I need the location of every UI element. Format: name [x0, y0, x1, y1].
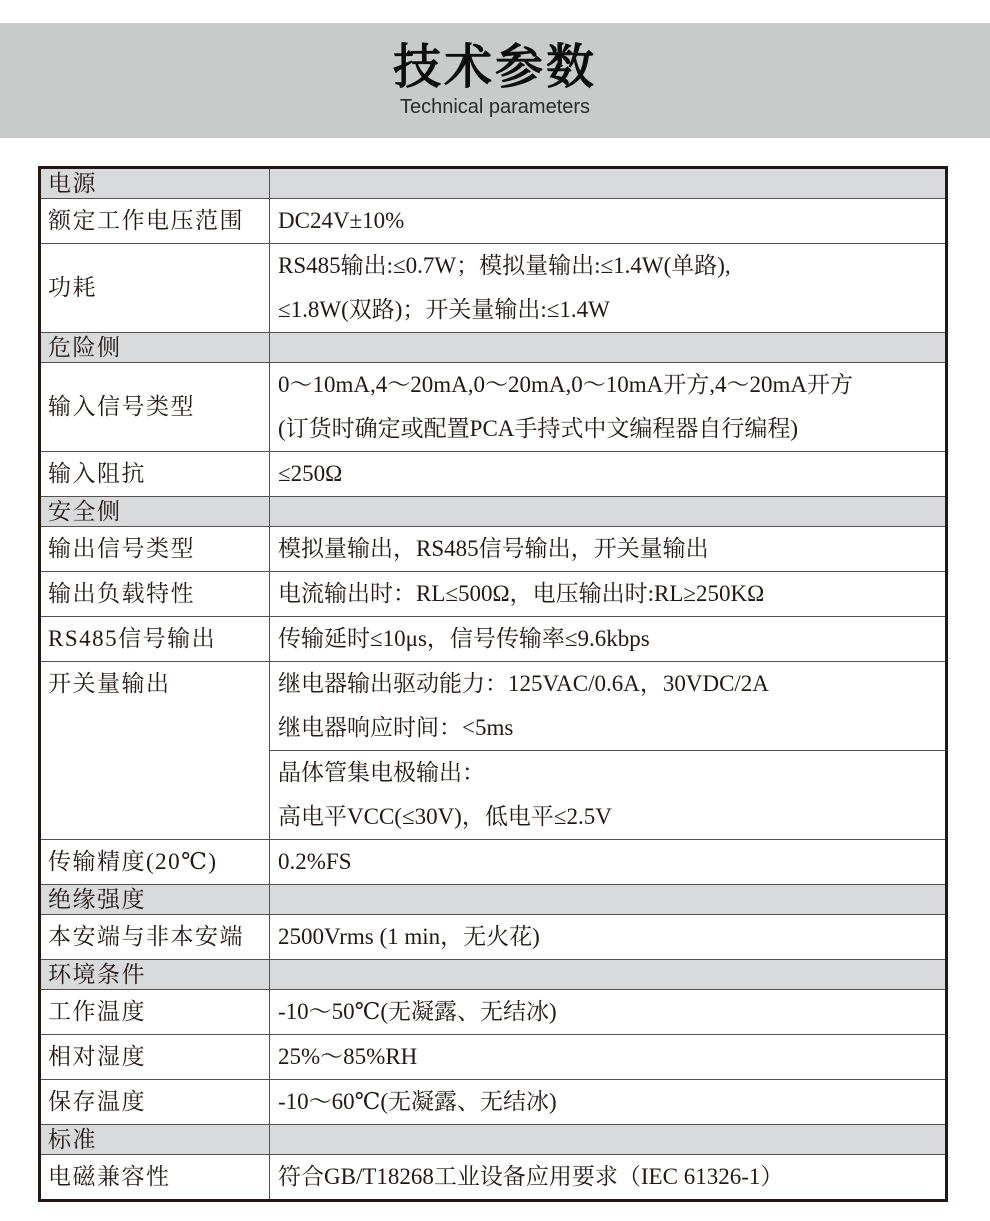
row-value: [270, 751, 947, 840]
section-row: [40, 960, 947, 990]
section-empty-cell: [270, 333, 947, 363]
table-row: [40, 662, 947, 751]
row-value: [270, 527, 947, 572]
table-row: [40, 527, 947, 572]
row-label: 工作温度: [40, 990, 270, 1035]
row-label: RS485信号输出: [40, 617, 270, 662]
row-label: 开关量输出: [40, 662, 270, 840]
row-label: 本安端与非本安端: [40, 915, 270, 960]
table-row: [40, 990, 947, 1035]
title-band: [0, 23, 990, 138]
value-line: 符合GB/T18268工业设备应用要求（IEC 61326-1）: [278, 1164, 784, 1189]
table-row: [40, 1035, 947, 1080]
value-line: 2500Vrms (1 min，无火花): [278, 924, 540, 949]
table-row: [40, 452, 947, 497]
section-label: 危险侧: [40, 333, 270, 363]
row-value: [270, 840, 947, 885]
value-line: DC24V±10%: [278, 208, 405, 233]
table-row: [40, 244, 947, 333]
table-row: [40, 617, 947, 662]
table-row: [40, 840, 947, 885]
row-value: [270, 915, 947, 960]
value-line: -10～60℃(无凝露、无结冰): [278, 1089, 557, 1114]
table-row: [40, 572, 947, 617]
row-label: 传输精度(20℃): [40, 840, 270, 885]
section-row: [40, 885, 947, 915]
row-label: 输入信号类型: [40, 363, 270, 452]
section-empty-cell: [270, 168, 947, 199]
table-row: [40, 1080, 947, 1125]
value-line: 0～10mA,4～20mA,0～20mA,0～10mA开方,4～20mA开方: [278, 372, 853, 397]
row-label: 额定工作电压范围: [40, 199, 270, 244]
section-row: [40, 1125, 947, 1155]
row-label: 电磁兼容性: [40, 1155, 270, 1201]
value-line: 高电平VCC(≤30V)，低电平≤2.5V: [278, 804, 612, 829]
section-empty-cell: [270, 497, 947, 527]
value-line: ≤1.8W(双路)；开关量输出:≤1.4W: [278, 297, 610, 322]
row-label: 输出负载特性: [40, 572, 270, 617]
section-label: 绝缘强度: [40, 885, 270, 915]
row-label: 输出信号类型: [40, 527, 270, 572]
row-value: [270, 452, 947, 497]
value-line: 0.2%FS: [278, 849, 352, 874]
value-line: RS485输出:≤0.7W；模拟量输出:≤1.4W(单路),: [278, 253, 731, 278]
section-row: [40, 497, 947, 527]
table-row: [40, 363, 947, 452]
parameters-table-body: [40, 168, 947, 1201]
section-empty-cell: [270, 1125, 947, 1155]
spec-page: [0, 23, 990, 1202]
row-value: [270, 1155, 947, 1201]
page-title: 技术参数: [392, 40, 597, 94]
row-value: [270, 662, 947, 751]
value-line: 传输延时≤10μs，信号传输率≤9.6kbps: [278, 626, 650, 651]
row-value: [270, 617, 947, 662]
section-row: [40, 333, 947, 363]
value-line: 模拟量输出，RS485信号输出，开关量输出: [278, 536, 709, 561]
section-row: [40, 168, 947, 199]
value-line: ≤250Ω: [278, 461, 343, 486]
row-label: 相对湿度: [40, 1035, 270, 1080]
row-label: 功耗: [40, 244, 270, 333]
table-row: [40, 199, 947, 244]
value-line: 电流输出时：RL≤500Ω，电压输出时:RL≥250KΩ: [278, 581, 765, 606]
section-label: 环境条件: [40, 960, 270, 990]
value-line: 继电器响应时间：<5ms: [278, 715, 514, 740]
section-label: 安全侧: [40, 497, 270, 527]
value-line: 25%～85%RH: [278, 1044, 418, 1069]
row-value: [270, 990, 947, 1035]
value-line: (订货时确定或配置PCA手持式中文编程器自行编程): [278, 416, 799, 441]
section-empty-cell: [270, 960, 947, 990]
value-line: 继电器输出驱动能力：125VAC/0.6A，30VDC/2A: [278, 671, 769, 696]
table-row: [40, 1155, 947, 1201]
row-value: [270, 363, 947, 452]
section-empty-cell: [270, 885, 947, 915]
row-value: [270, 1080, 947, 1125]
value-line: 晶体管集电极输出：: [278, 760, 485, 785]
row-value: [270, 199, 947, 244]
row-value: [270, 244, 947, 333]
row-label: 输入阻抗: [40, 452, 270, 497]
value-line: -10～50℃(无凝露、无结冰): [278, 999, 557, 1024]
section-label: 电源: [40, 168, 270, 199]
table-row: [40, 915, 947, 960]
section-label: 标准: [40, 1125, 270, 1155]
row-value: [270, 572, 947, 617]
parameters-table: [38, 166, 948, 1202]
row-label: 保存温度: [40, 1080, 270, 1125]
page-subtitle: Technical parameters: [399, 96, 591, 119]
row-value: [270, 1035, 947, 1080]
